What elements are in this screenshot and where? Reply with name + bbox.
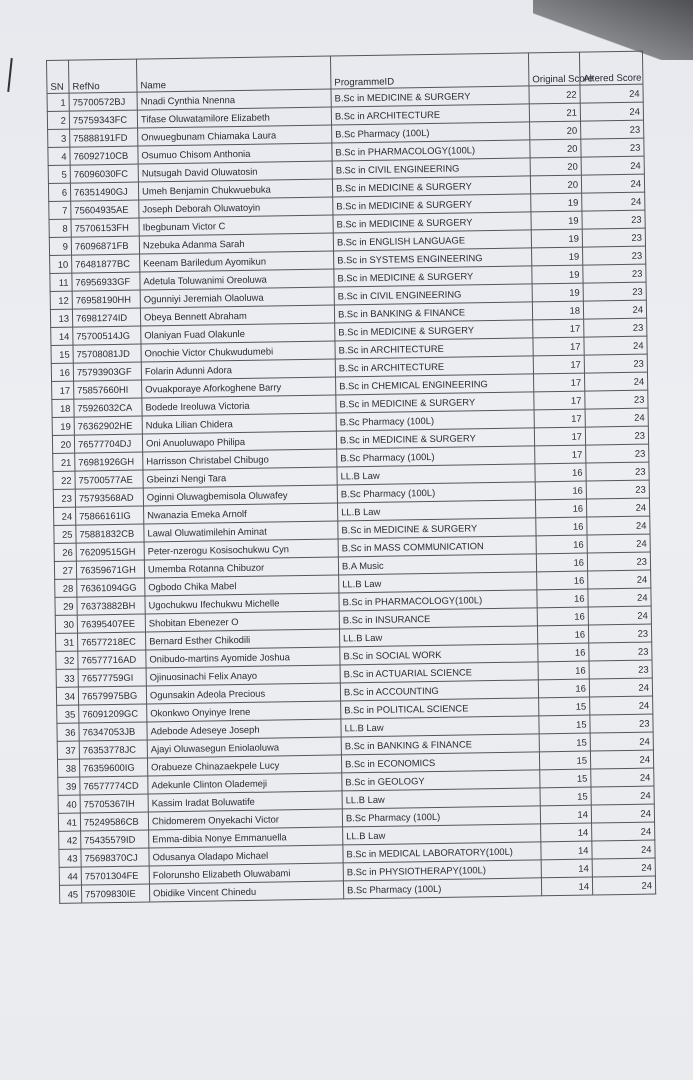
cell-original-score: 16 (538, 661, 589, 680)
cell-programme: B.Sc in MEDICINE & SURGERY (334, 266, 532, 287)
cell-original-score: 16 (537, 589, 588, 608)
cell-programme: B.Sc Pharmacy (100L) (332, 122, 530, 143)
cell-sn: 21 (53, 453, 75, 471)
cell-name: Umeh Benjamin Chukwuebuka (138, 179, 332, 200)
cell-refno: 75249586CB (80, 812, 148, 831)
cell-sn: 3 (48, 129, 70, 147)
cell-programme: B.Sc in MEDICAL LABORATORY(100L) (343, 842, 541, 863)
cell-sn: 32 (56, 651, 78, 669)
cell-name: Harrisson Christabel Chibugo (143, 449, 337, 470)
cell-sn: 19 (52, 417, 74, 435)
cell-original-score: 16 (538, 679, 589, 698)
cell-sn: 41 (58, 813, 80, 831)
cell-altered-score: 24 (581, 174, 644, 193)
cell-altered-score: 23 (585, 390, 648, 409)
cell-programme: B.Sc in ECONOMICS (341, 752, 539, 773)
cell-sn: 8 (49, 219, 71, 237)
cell-altered-score: 24 (583, 300, 646, 319)
cell-altered-score: 23 (582, 228, 645, 247)
cell-refno: 76353778JC (79, 740, 147, 759)
cell-sn: 31 (56, 633, 78, 651)
cell-sn: 22 (53, 471, 75, 489)
cell-name: Onochie Victor Chukwudumebi (141, 341, 335, 362)
cell-sn: 29 (55, 597, 77, 615)
cell-original-score: 15 (539, 697, 590, 716)
cell-refno: 76359600IG (79, 758, 147, 777)
cell-original-score: 18 (532, 301, 583, 320)
cell-programme: B.Sc in PHARMACOLOGY(100L) (339, 590, 537, 611)
cell-programme: LL.B Law (337, 500, 535, 521)
cell-original-score: 16 (538, 643, 589, 662)
cell-sn: 34 (56, 687, 78, 705)
cell-altered-score: 24 (588, 570, 651, 589)
cell-original-score: 19 (532, 265, 583, 284)
cell-sn: 11 (50, 273, 72, 291)
cell-name: Oginni Oluwagbemisola Oluwafey (143, 485, 337, 506)
cell-sn: 23 (53, 489, 75, 507)
cell-altered-score: 23 (587, 552, 650, 571)
cell-sn: 39 (58, 777, 80, 795)
cell-altered-score: 23 (590, 714, 653, 733)
cell-refno: 76359671GH (76, 560, 144, 579)
cell-programme: B.Sc in MEDICINE & SURGERY (331, 86, 529, 107)
cell-refno: 76351490GJ (70, 182, 138, 201)
cell-sn: 35 (57, 705, 79, 723)
cell-sn: 30 (55, 615, 77, 633)
cell-original-score: 20 (530, 139, 581, 158)
cell-original-score: 17 (533, 355, 584, 374)
cell-original-score: 16 (537, 607, 588, 626)
cell-name: Obidike Vincent Chinedu (149, 881, 343, 902)
cell-programme: B.Sc in CIVIL ENGINEERING (332, 158, 530, 179)
cell-name: Adetula Toluwanimi Oreoluwa (140, 269, 334, 290)
cell-original-score: 16 (535, 463, 586, 482)
cell-name: Ogunniyi Jeremiah Olaoluwa (140, 287, 334, 308)
cell-programme: B.Sc in BANKING & FINANCE (341, 734, 539, 755)
cell-refno: 75705367IH (80, 794, 148, 813)
cell-sn: 15 (51, 345, 73, 363)
cell-refno: 75709830IE (81, 884, 149, 903)
cell-refno: 76096871FB (71, 236, 139, 255)
cell-refno: 76091209GC (79, 704, 147, 723)
cell-name: Ajayi Oluwasegun Eniolaoluwa (147, 737, 341, 758)
table-body (47, 84, 656, 903)
cell-name: Onibudo-martins Ayomide Joshua (146, 647, 340, 668)
cell-programme: B.Sc in SOCIAL WORK (340, 644, 538, 665)
cell-altered-score: 23 (582, 210, 645, 229)
cell-original-score: 19 (531, 211, 582, 230)
cell-altered-score: 23 (589, 660, 652, 679)
cell-name: Tifase Oluwatamilore Elizabeth (137, 107, 331, 128)
cell-altered-score: 24 (592, 840, 655, 859)
cell-name: Orabueze Chinazaekpele Lucy (147, 755, 341, 776)
cell-original-score: 14 (541, 823, 592, 842)
cell-refno: 76481877BC (72, 254, 140, 273)
cell-refno: 76092710CB (70, 146, 138, 165)
cell-original-score: 16 (537, 571, 588, 590)
cell-original-score: 19 (532, 247, 583, 266)
cell-name: Oni Anuoluwapo Philipa (142, 431, 336, 452)
cell-sn: 16 (51, 363, 73, 381)
cell-programme: B.Sc in INSURANCE (339, 608, 537, 629)
cell-refno: 76361094GG (77, 578, 145, 597)
cell-original-score: 15 (539, 751, 590, 770)
cell-programme: LL.B Law (341, 716, 539, 737)
cell-original-score: 17 (534, 391, 585, 410)
cell-refno: 76981926GH (75, 452, 143, 471)
cell-refno: 75698370CJ (81, 848, 149, 867)
cell-sn: 10 (50, 255, 72, 273)
cell-programme: B.Sc in MASS COMMUNICATION (338, 536, 536, 557)
cell-altered-score: 24 (587, 516, 650, 535)
header-name: Name (136, 56, 330, 92)
cell-refno: 76579975BG (78, 686, 146, 705)
header-programme: ProgrammeID (330, 53, 528, 89)
cell-name: Emma-dibia Nonye Emmanuella (149, 827, 343, 848)
cell-name: Adebode Adeseye Joseph (147, 719, 341, 740)
cell-original-score: 19 (532, 283, 583, 302)
cell-programme: B.Sc in MEDICINE & SURGERY (336, 428, 534, 449)
cell-sn: 38 (57, 759, 79, 777)
cell-sn: 12 (50, 291, 72, 309)
cell-original-score: 14 (541, 859, 592, 878)
cell-original-score: 19 (531, 229, 582, 248)
cell-name: Ogunsakin Adeola Precious (146, 683, 340, 704)
cell-refno: 76958190HH (72, 290, 140, 309)
cell-altered-score: 24 (590, 750, 653, 769)
cell-original-score: 14 (540, 805, 591, 824)
cell-original-score: 20 (530, 175, 581, 194)
cell-original-score: 17 (534, 427, 585, 446)
cell-original-score: 16 (537, 625, 588, 644)
cell-altered-score: 24 (588, 606, 651, 625)
cell-programme: LL.B Law (339, 626, 537, 647)
cell-programme: B.Sc Pharmacy (100L) (342, 806, 540, 827)
cell-original-score: 20 (530, 157, 581, 176)
cell-sn: 20 (52, 435, 74, 453)
cell-sn: 4 (48, 147, 70, 165)
cell-original-score: 16 (535, 481, 586, 500)
cell-name: Umemba Rotanna Chibuzor (144, 557, 338, 578)
cell-original-score: 15 (540, 769, 591, 788)
cell-altered-score: 24 (591, 804, 654, 823)
cell-original-score: 17 (533, 319, 584, 338)
cell-original-score: 15 (539, 733, 590, 752)
cell-original-score: 16 (536, 535, 587, 554)
cell-programme: B.Sc in PHARMACOLOGY(100L) (332, 140, 530, 161)
cell-name: Nutsugah David Oluwatosin (138, 161, 332, 182)
cell-refno: 76395407EE (77, 614, 145, 633)
cell-refno: 75435579ID (81, 830, 149, 849)
cell-sn: 6 (48, 183, 70, 201)
cell-sn: 28 (55, 579, 77, 597)
cell-altered-score: 23 (584, 318, 647, 337)
cell-refno: 75793568AD (75, 488, 143, 507)
cell-programme: B.Sc in SYSTEMS ENGINEERING (334, 248, 532, 269)
cell-name: Folorunsho Elizabeth Oluwabami (149, 863, 343, 884)
cell-original-score: 17 (533, 337, 584, 356)
cell-refno: 76956933GF (72, 272, 140, 291)
cell-altered-score: 24 (590, 732, 653, 751)
cell-sn: 2 (47, 111, 69, 129)
cell-name: Bernard Esther Chikodili (145, 629, 339, 650)
cell-programme: B.Sc in MEDICINE & SURGERY (338, 518, 536, 539)
cell-refno: 75700514JG (73, 326, 141, 345)
cell-sn: 7 (49, 201, 71, 219)
cell-altered-score: 24 (591, 786, 654, 805)
cell-refno: 75701304FE (81, 866, 149, 885)
cell-altered-score: 24 (585, 408, 648, 427)
cell-altered-score: 23 (585, 426, 648, 445)
cell-name: Ojinuosinachi Felix Anayo (146, 665, 340, 686)
cell-altered-score: 23 (583, 264, 646, 283)
cell-altered-score: 24 (582, 192, 645, 211)
cell-sn: 24 (54, 507, 76, 525)
cell-programme: B.Sc in MEDICINE & SURGERY (333, 212, 531, 233)
cell-original-score: 17 (534, 409, 585, 428)
cell-name: Lawal Oluwatimilehin Aminat (144, 521, 338, 542)
cell-sn: 37 (57, 741, 79, 759)
cell-name: Onwuegbunam Chiamaka Laura (138, 125, 332, 146)
cell-sn: 5 (48, 165, 70, 183)
cell-programme: B.Sc in CHEMICAL ENGINEERING (336, 374, 534, 395)
cell-refno: 76347053JB (79, 722, 147, 741)
cell-sn: 45 (59, 885, 81, 903)
cell-refno: 75706153FH (71, 218, 139, 237)
header-original-score: Original Score (528, 52, 580, 86)
cell-refno: 75866161IG (76, 506, 144, 525)
cell-original-score: 15 (540, 787, 591, 806)
cell-original-score: 16 (536, 517, 587, 536)
cell-refno: 76362902HE (74, 416, 142, 435)
cell-original-score: 19 (531, 193, 582, 212)
cell-original-score: 14 (541, 841, 592, 860)
cell-programme: B.Sc in MEDICINE & SURGERY (336, 392, 534, 413)
cell-programme: B.Sc Pharmacy (100L) (337, 482, 535, 503)
cell-name: Olaniyan Fuad Olakunle (141, 323, 335, 344)
header-sn: SN (47, 60, 70, 93)
cell-sn: 1 (47, 93, 69, 111)
cell-name: Nduka Lilian Chidera (142, 413, 336, 434)
cell-programme: B.Sc in ARCHITECTURE (335, 356, 533, 377)
cell-sn: 25 (54, 525, 76, 543)
cell-altered-score: 24 (590, 696, 653, 715)
cell-sn: 17 (52, 381, 74, 399)
cell-name: Shobitan Ebenezer O (145, 611, 339, 632)
cell-name: Folarin Adunni Adora (141, 359, 335, 380)
cell-altered-score: 24 (584, 372, 647, 391)
cell-programme: LL.B Law (343, 824, 541, 845)
cell-sn: 33 (56, 669, 78, 687)
cell-name: Ibegbunam Victor C (139, 215, 333, 236)
cell-altered-score: 23 (586, 444, 649, 463)
cell-refno: 75857660HI (74, 380, 142, 399)
cell-altered-score: 24 (589, 678, 652, 697)
cell-refno: 76981274ID (72, 308, 140, 327)
cell-refno: 76577759GI (78, 668, 146, 687)
cell-altered-score: 24 (584, 336, 647, 355)
cell-sn: 18 (52, 399, 74, 417)
cell-original-score: 17 (535, 445, 586, 464)
cell-refno: 76209515GH (76, 542, 144, 561)
cell-name: Joseph Deborah Oluwatoyin (139, 197, 333, 218)
cell-altered-score: 24 (587, 534, 650, 553)
cell-refno: 76577774CD (80, 776, 148, 795)
cell-altered-score: 23 (581, 138, 644, 157)
cell-original-score: 20 (530, 121, 581, 140)
cell-altered-score: 23 (583, 246, 646, 265)
cell-refno: 75926032CA (74, 398, 142, 417)
cell-sn: 44 (59, 867, 81, 885)
cell-programme: LL.B Law (339, 572, 537, 593)
cell-original-score: 21 (529, 103, 580, 122)
cell-programme: B.A Music (338, 554, 536, 575)
cell-programme: B.Sc in ACTUARIAL SCIENCE (340, 662, 538, 683)
cell-refno: 75759343FC (69, 110, 137, 129)
cell-name: Peter-nzerogu Kosisochukwu Cyn (144, 539, 338, 560)
cell-altered-score: 23 (588, 624, 651, 643)
cell-name: Nnadi Cynthia Nnenna (137, 89, 331, 110)
cell-original-score: 16 (536, 553, 587, 572)
cell-programme: B.Sc in BANKING & FINANCE (334, 302, 532, 323)
cell-original-score: 15 (539, 715, 590, 734)
cell-name: Ogbodo Chika Mabel (145, 575, 339, 596)
cell-sn: 26 (54, 543, 76, 561)
cell-programme: LL.B Law (342, 788, 540, 809)
cell-programme: B.Sc in GEOLOGY (342, 770, 540, 791)
cell-sn: 42 (59, 831, 81, 849)
cell-sn: 27 (54, 561, 76, 579)
cell-refno: 75888191FD (70, 128, 138, 147)
cell-refno: 76577704DJ (74, 434, 142, 453)
cell-refno: 76373882BH (77, 596, 145, 615)
cell-programme: B.Sc in CIVIL ENGINEERING (334, 284, 532, 305)
cell-refno: 75793903GF (73, 362, 141, 381)
cell-altered-score: 23 (581, 120, 644, 139)
cell-altered-score: 24 (592, 822, 655, 841)
cell-altered-score: 24 (580, 84, 643, 103)
cell-refno: 75604935AE (71, 200, 139, 219)
cell-name: Okonkwo Onyinye Irene (147, 701, 341, 722)
cell-refno: 76577716AD (78, 650, 146, 669)
cell-name: Ovuakporaye Aforkoghene Barry (142, 377, 336, 398)
cell-altered-score: 24 (588, 588, 651, 607)
cell-programme: B.Sc in MEDICINE & SURGERY (333, 194, 531, 215)
cell-refno: 76577218EC (78, 632, 146, 651)
cell-name: Ugochukwu Ifechukwu Michelle (145, 593, 339, 614)
cell-altered-score: 23 (583, 282, 646, 301)
cell-programme: B.Sc in ACCOUNTING (340, 680, 538, 701)
cell-altered-score: 23 (586, 462, 649, 481)
cell-original-score: 14 (541, 877, 592, 896)
cell-name: Osumuo Chisom Anthonia (138, 143, 332, 164)
cell-altered-score: 23 (586, 480, 649, 499)
cell-refno: 76096030FC (70, 164, 138, 183)
cell-programme: LL.B Law (337, 464, 535, 485)
cell-altered-score: 24 (592, 858, 655, 877)
cell-sn: 43 (59, 849, 81, 867)
cell-programme: B.Sc in ARCHITECTURE (335, 338, 533, 359)
cell-name: Obeya Bennett Abraham (140, 305, 334, 326)
cell-refno: 75708081JD (73, 344, 141, 363)
cell-name: Keenam Bariledum Ayomikun (140, 251, 334, 272)
cell-sn: 13 (50, 309, 72, 327)
cell-programme: B.Sc in ARCHITECTURE (331, 104, 529, 125)
cell-altered-score: 24 (591, 768, 654, 787)
cell-altered-score: 24 (592, 876, 655, 895)
cell-programme: B.Sc in MEDICINE & SURGERY (335, 320, 533, 341)
cell-programme: B.Sc in PHYSIOTHERAPY(100L) (343, 860, 541, 881)
cell-original-score: 22 (529, 85, 580, 104)
cell-sn: 40 (58, 795, 80, 813)
cell-name: Odusanya Oladapo Michael (149, 845, 343, 866)
cell-programme: B.Sc Pharmacy (100L) (337, 446, 535, 467)
score-table (46, 51, 656, 904)
cell-sn: 36 (57, 723, 79, 741)
cell-sn: 14 (51, 327, 73, 345)
cell-name: Kassim Iradat Boluwatife (148, 791, 342, 812)
header-refno: RefNo (69, 59, 138, 93)
cell-altered-score: 24 (580, 102, 643, 121)
cell-altered-score: 23 (584, 354, 647, 373)
cell-name: Chidomerem Onyekachi Victor (148, 809, 342, 830)
cell-name: Gbeinzi Nengi Tara (143, 467, 337, 488)
cell-name: Adekunle Clinton Olademeji (148, 773, 342, 794)
cell-name: Nzebuka Adanma Sarah (139, 233, 333, 254)
cell-programme: B.Sc in MEDICINE & SURGERY (332, 176, 530, 197)
cell-altered-score: 24 (586, 498, 649, 517)
header-altered-score: Altered Score (579, 51, 643, 85)
cell-altered-score: 23 (589, 642, 652, 661)
cell-original-score: 17 (533, 373, 584, 392)
cell-sn: 9 (49, 237, 71, 255)
cell-name: Bodede Ireoluwa Victoria (142, 395, 336, 416)
cell-original-score: 16 (535, 499, 586, 518)
cell-programme: B.Sc Pharmacy (100L) (343, 878, 541, 899)
cell-programme: B.Sc in ENGLISH LANGUAGE (333, 230, 531, 251)
cell-refno: 75700577AE (75, 470, 143, 489)
cell-refno: 75700572BJ (69, 92, 137, 111)
cell-refno: 75881832CB (76, 524, 144, 543)
cell-programme: B.Sc in POLITICAL SCIENCE (341, 698, 539, 719)
cell-name: Nwanazia Emeka Arnolf (144, 503, 338, 524)
cell-altered-score: 24 (581, 156, 644, 175)
cell-programme: B.Sc Pharmacy (100L) (336, 410, 534, 431)
